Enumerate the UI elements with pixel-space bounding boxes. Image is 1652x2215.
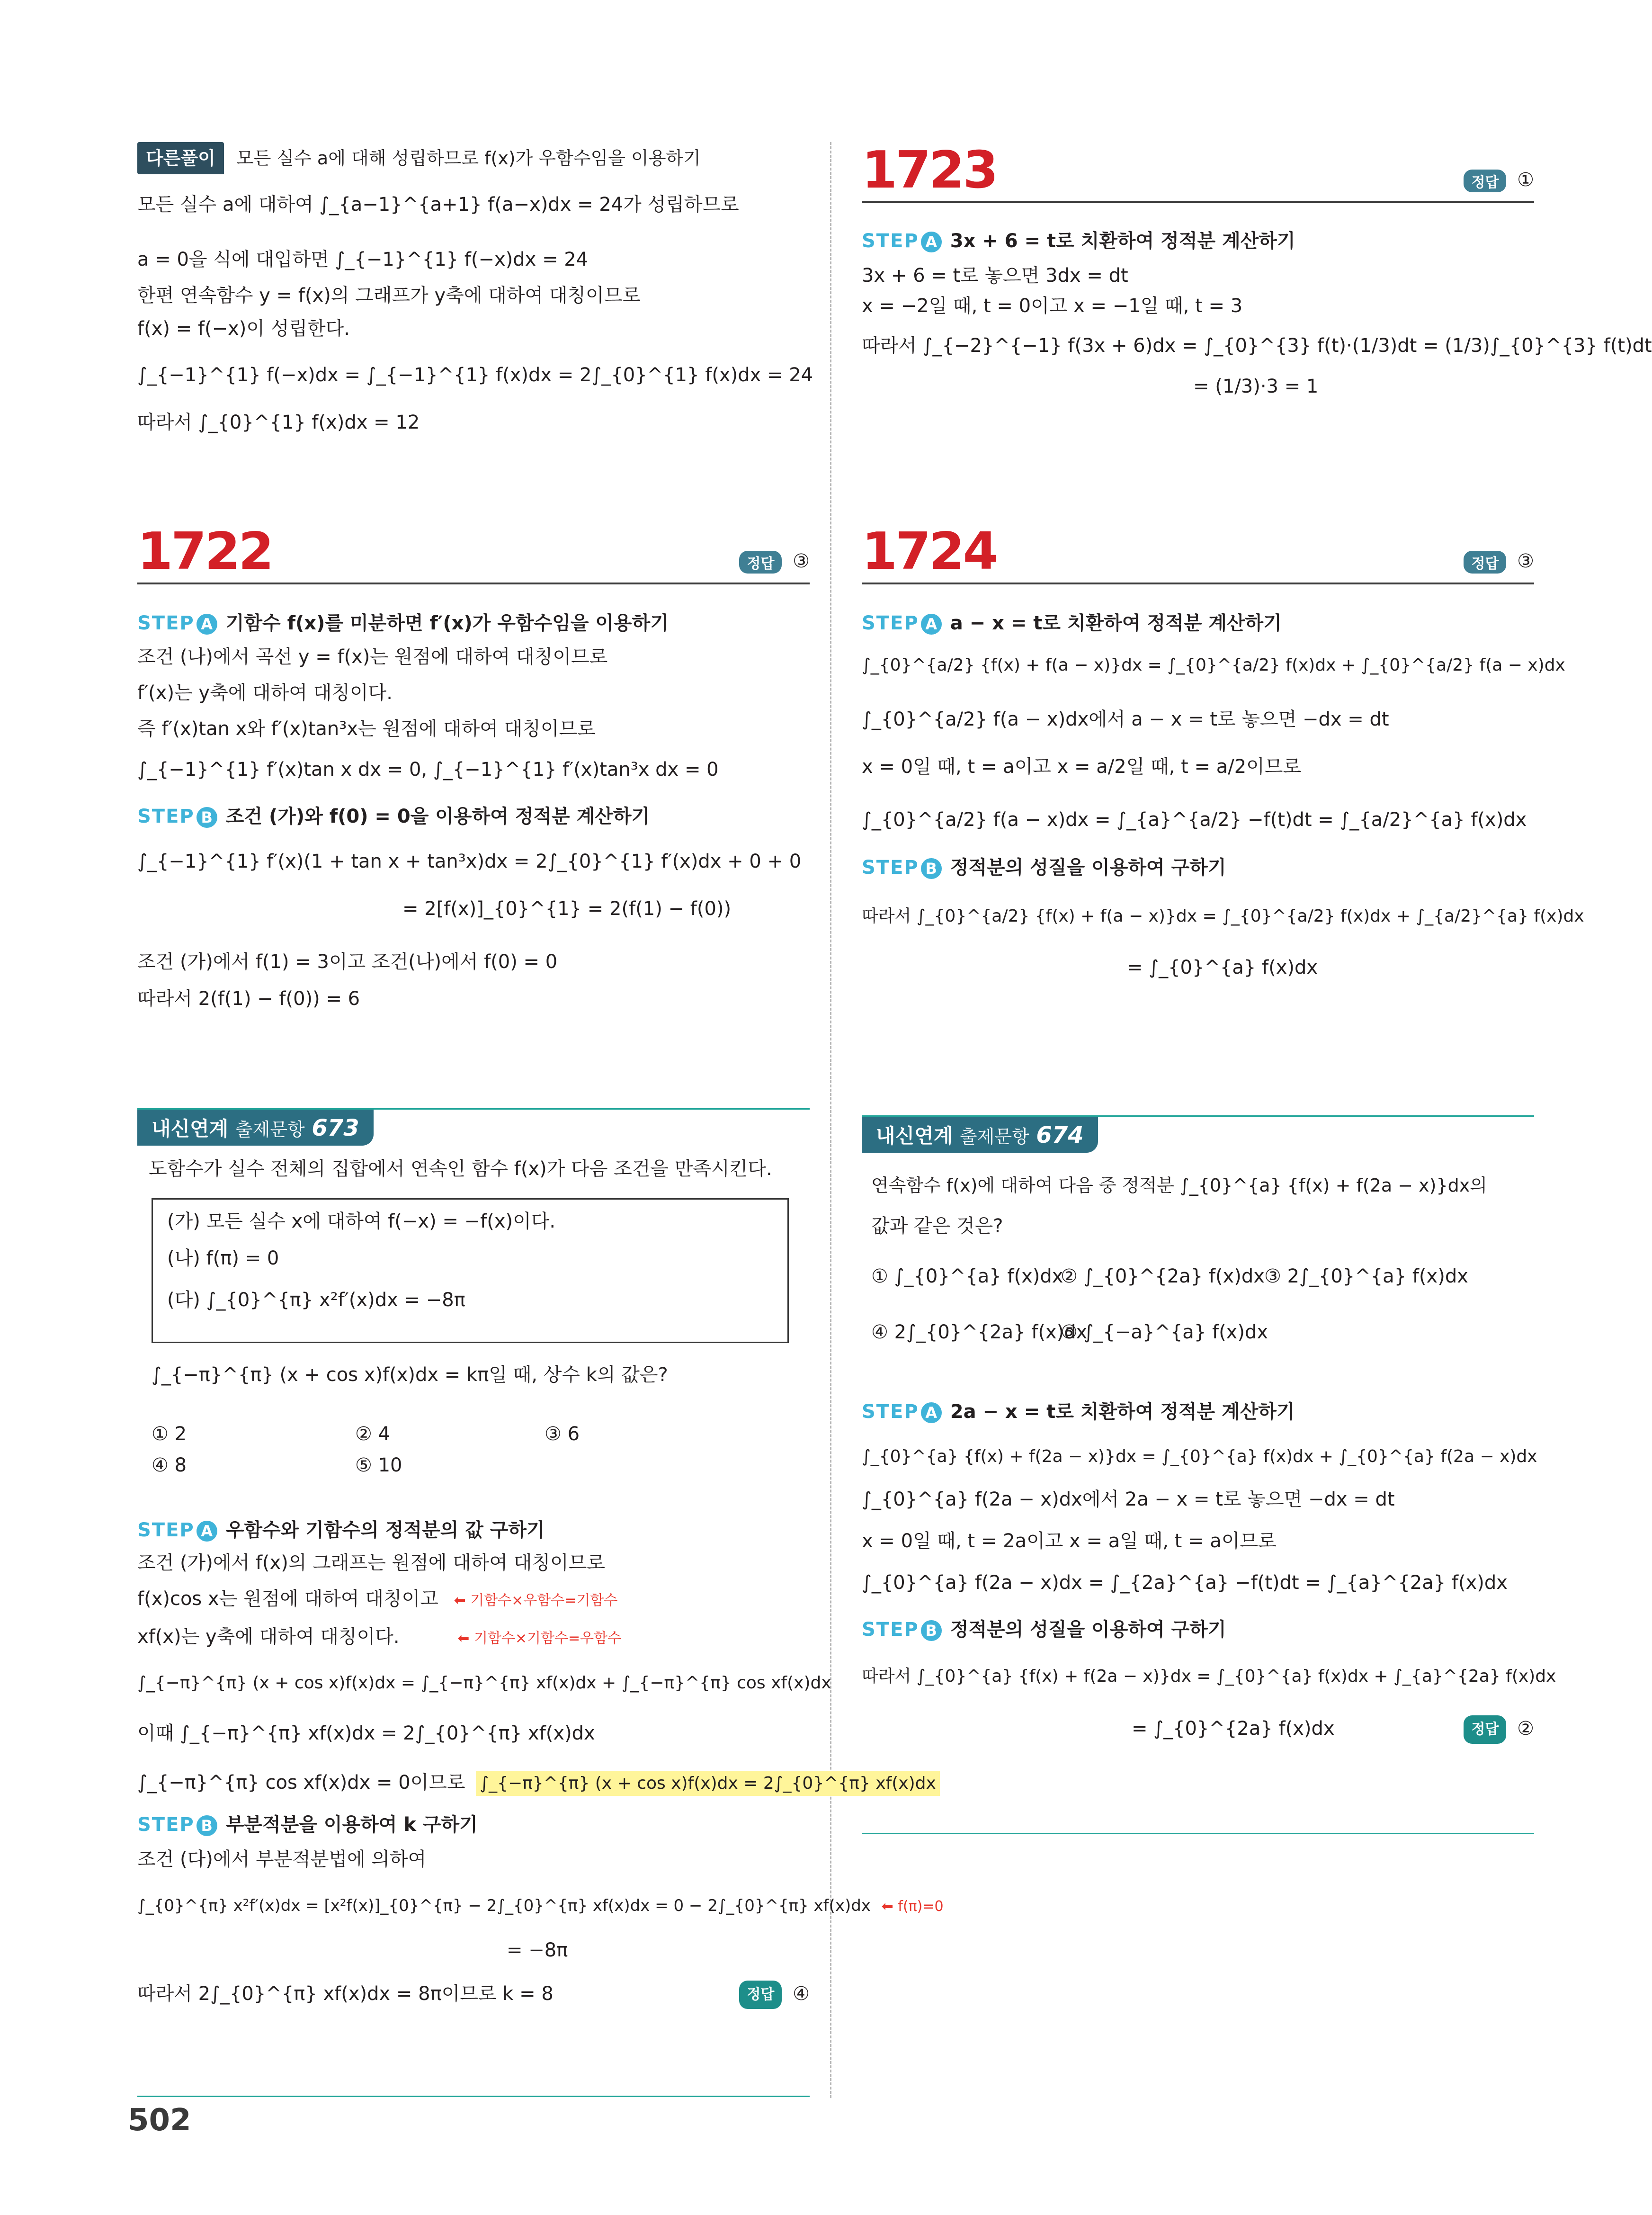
line: 3x + 6 = t로 놓으면 3dx = dt	[862, 265, 1128, 287]
step-letter-icon: B	[196, 1815, 217, 1836]
note: ⬅ 기함수×기함수=우함수	[457, 1630, 622, 1647]
step-letter-icon: A	[196, 614, 217, 635]
question-text: 도함수가 실수 전체의 집합에서 연속인 함수 f(x)가 다음 조건을 만족시킨다.	[149, 1158, 772, 1180]
answer-tag: 정답	[1464, 551, 1506, 574]
section-end-line	[862, 1833, 1534, 1834]
answer-tag: 정답	[1464, 1715, 1506, 1744]
step-a	[862, 226, 1534, 256]
line: f′(x)는 y축에 대하여 대칭이다.	[137, 682, 393, 704]
line: ∫_{−1}^{1} f′(x)tan x dx = 0, ∫_{−1}^{1} f′(x)tan³x dx = 0	[137, 759, 719, 780]
link-674-tag	[862, 1117, 1098, 1153]
link-674-bar	[862, 1115, 1534, 1157]
choice: ⑤ 10	[355, 1454, 402, 1476]
step-a	[862, 609, 1534, 638]
problem-number: 1723	[862, 141, 997, 200]
answer-tag: 정답	[739, 551, 782, 574]
link-tag-text: 내신연계	[876, 1124, 953, 1148]
link-tag-number: 673	[312, 1115, 359, 1141]
line: xf(x)는 y축에 대하여 대칭이다.	[137, 1626, 400, 1648]
link-673-solution	[137, 1516, 944, 2007]
choice: ② ∫_{0}^{2a} f(x)dx	[1061, 1265, 1265, 1287]
line: 따라서 2(f(1) − f(0)) = 6	[137, 988, 360, 1010]
step-title: 우함수와 기함수의 정적분의 값 구하기	[225, 1519, 545, 1541]
choice: ① 2	[152, 1423, 187, 1445]
step-word: STEP	[862, 612, 919, 634]
line: 따라서 2∫_{0}^{π} xf(x)dx = 8π이므로 k = 8	[137, 1983, 554, 2005]
line: = ∫_{0}^{a} f(x)dx	[1127, 957, 1318, 978]
condition: (다) ∫_{0}^{π} x²f′(x)dx = −8π	[167, 1289, 465, 1311]
question-text: 연속함수 f(x)에 대하여 다음 중 정적분 ∫_{0}^{a} {f(x) + f(2a − x)}dx의	[871, 1175, 1487, 1196]
alt-line-3: 한편 연속함수 y = f(x)의 그래프가 y축에 대하여 대칭이므로	[137, 285, 641, 306]
step-word: STEP	[862, 1401, 919, 1423]
line: = ∫_{0}^{2a} f(x)dx	[1132, 1718, 1335, 1740]
step-letter-icon: A	[921, 1402, 942, 1423]
choice: ④ 8	[152, 1454, 187, 1476]
answer-tag: 정답	[739, 1981, 782, 2009]
line: ∫_{0}^{a/2} f(a − x)dx에서 a − x = t로 놓으면 −dx = dt	[862, 708, 1389, 730]
step-word: STEP	[862, 230, 919, 252]
problem-number: 1724	[862, 522, 997, 581]
answer-value: ④	[793, 1983, 810, 2005]
choice: ③ 6	[545, 1423, 580, 1445]
line: 조건 (나)에서 곡선 y = f(x)는 원점에 대하여 대칭이므로	[137, 646, 608, 668]
problem-1722-body	[137, 609, 810, 1012]
alt-solution-title: 모든 실수 a에 대해 성립하므로 f(x)가 우함수임을 이용하기	[236, 148, 701, 169]
question-text: 값과 같은 것은?	[871, 1215, 1003, 1237]
answer	[739, 1981, 810, 2009]
step-title: 정적분의 성질을 이용하여 구하기	[950, 1619, 1226, 1641]
answer-value: ③	[793, 550, 810, 572]
problem-1724-body	[862, 609, 1584, 981]
step-title: 3x + 6 = t로 치환하여 정적분 계산하기	[950, 230, 1295, 252]
line: 조건 (가)에서 f(1) = 3이고 조건(나)에서 f(0) = 0	[137, 951, 558, 973]
answer	[739, 550, 810, 574]
line: = 2[f(x)]_{0}^{1} = 2(f(1) − f(0))	[402, 898, 732, 920]
line: ∫_{0}^{a/2} {f(x) + f(a − x)}dx = ∫_{0}^{a/2} f(x)dx + ∫_{0}^{a/2} f(a − x)dx	[862, 655, 1565, 675]
choice: ③ 2∫_{0}^{a} f(x)dx	[1264, 1265, 1468, 1287]
step-b	[137, 1810, 810, 1839]
condition: (나) f(π) = 0	[167, 1247, 279, 1269]
step-b	[862, 1615, 1534, 1644]
line: f(x)cos x는 원점에 대하여 대칭이고	[137, 1588, 438, 1610]
line: = −8π	[507, 1939, 568, 1961]
step-word: STEP	[137, 1814, 195, 1836]
line: x = 0일 때, t = a이고 x = a/2일 때, t = a/2이므로	[862, 756, 1302, 778]
link-tag-text: 내신연계	[152, 1117, 229, 1140]
alt-line-1: 모든 실수 a에 대하여 ∫_{a−1}^{a+1} f(a−x)dx = 24가 성립하므로	[137, 194, 739, 215]
line: ∫_{−π}^{π} cos xf(x)dx = 0이므로	[137, 1772, 465, 1794]
line: ∫_{−π}^{π} (x + cos x)f(x)dx = ∫_{−π}^{π} xf(x)dx + ∫_{−π}^{π} cos xf(x)dx	[137, 1673, 831, 1693]
line: ∫_{0}^{a} f(2a − x)dx에서 2a − x = t로 놓으면 −dx = dt	[862, 1489, 1395, 1510]
step-letter-icon: B	[921, 1620, 942, 1641]
step-title: 정적분의 성질을 이용하여 구하기	[950, 857, 1226, 879]
alt-solution-tag: 다른풀이	[137, 142, 224, 174]
line: ∫_{0}^{a} f(2a − x)dx = ∫_{2a}^{a} −f(t)dt = ∫_{a}^{2a} f(x)dx	[862, 1572, 1508, 1594]
step-letter-icon: A	[921, 614, 942, 635]
link-tag-sub: 출제문항	[235, 1119, 305, 1140]
line: x = 0일 때, t = 2a이고 x = a일 때, t = a이므로	[862, 1530, 1277, 1552]
line: 이때 ∫_{−π}^{π} xf(x)dx = 2∫_{0}^{π} xf(x)dx	[137, 1722, 595, 1744]
step-word: STEP	[137, 806, 195, 827]
answer-value: ③	[1517, 550, 1534, 572]
choice: ① ∫_{0}^{a} f(x)dx	[871, 1265, 1063, 1287]
question-ask	[152, 1362, 824, 1388]
answer	[1464, 169, 1534, 192]
link-673-question	[137, 1156, 810, 1182]
step-letter-icon: B	[196, 807, 217, 828]
alt-line-4: f(x) = f(−x)이 성립한다.	[137, 318, 350, 340]
link-tag-number: 674	[1036, 1122, 1084, 1148]
line: x = −2일 때, t = 0이고 x = −1일 때, t = 3	[862, 295, 1243, 317]
line: 따라서 ∫_{0}^{a/2} {f(x) + f(a − x)}dx = ∫_{0}^{a/2} f(x)dx + ∫_{a/2}^{a} f(x)dx	[862, 906, 1584, 926]
answer-value: ②	[1517, 1718, 1534, 1740]
column-divider	[830, 142, 831, 2098]
answer	[1464, 1715, 1534, 1744]
link-674-question	[871, 1172, 1544, 1239]
alt-line-5: ∫_{−1}^{1} f(−x)dx = ∫_{−1}^{1} f(x)dx = 2∫_{0}^{1} f(x)dx = 24	[137, 364, 813, 386]
note: ⬅ f(π)=0	[881, 1898, 944, 1915]
line: 조건 (다)에서 부분적분법에 의하여	[137, 1848, 427, 1870]
step-letter-icon: B	[921, 858, 942, 879]
highlight: ∫_{−π}^{π} (x + cos x)f(x)dx = 2∫_{0}^{π} xf(x)dx	[476, 1771, 940, 1796]
line: ∫_{0}^{a} {f(x) + f(2a − x)}dx = ∫_{0}^{a} f(x)dx + ∫_{0}^{a} f(2a − x)dx	[862, 1447, 1537, 1466]
line: 즉 f′(x)tan x와 f′(x)tan³x는 원점에 대하여 대칭이므로	[137, 718, 596, 740]
step-word: STEP	[862, 857, 919, 879]
section-end-line	[137, 2096, 810, 2097]
alt-solution	[137, 142, 813, 436]
line: = (1/3)·3 = 1	[1193, 376, 1319, 397]
line: ∫_{0}^{π} x²f′(x)dx = [x²f(x)]_{0}^{π} − 2∫_{0}^{π} xf(x)dx = 0 − 2∫_{0}^{π} xf(x)dx	[137, 1896, 871, 1915]
link-tag-sub: 출제문항	[959, 1126, 1029, 1147]
problem-1724-header	[862, 522, 1534, 584]
note: ⬅ 기함수×우함수=기함수	[454, 1592, 618, 1609]
step-letter-icon: A	[921, 232, 942, 252]
condition: (가) 모든 실수 x에 대하여 f(−x) = −f(x)이다.	[167, 1211, 556, 1232]
choice: ⑤ ∫_{−a}^{a} f(x)dx	[1061, 1321, 1268, 1343]
line: ∫_{0}^{a/2} f(a − x)dx = ∫_{a}^{a/2} −f(t)dt = ∫_{a/2}^{a} f(x)dx	[862, 809, 1527, 831]
problem-1722-header	[137, 522, 810, 584]
step-b	[862, 853, 1534, 882]
step-a	[862, 1397, 1534, 1426]
page-number: 502	[128, 2103, 191, 2138]
step-letter-icon: A	[196, 1521, 217, 1542]
link-673-bar	[137, 1108, 810, 1150]
step-word: STEP	[137, 612, 195, 634]
step-title: 부분적분을 이용하여 k 구하기	[225, 1814, 478, 1836]
choice: ② 4	[355, 1423, 391, 1445]
answer	[1464, 550, 1534, 574]
alt-line-6: 따라서 ∫_{0}^{1} f(x)dx = 12	[137, 412, 420, 433]
ask-text: ∫_{−π}^{π} (x + cos x)f(x)dx = kπ일 때, 상수 k의 값은?	[152, 1364, 668, 1386]
answer-tag: 정답	[1464, 170, 1506, 192]
step-word: STEP	[137, 1519, 195, 1541]
step-title: a − x = t로 치환하여 정적분 계산하기	[950, 612, 1282, 634]
step-title: 조건 (가)와 f(0) = 0을 이용하여 정적분 계산하기	[225, 806, 650, 827]
line: 따라서 ∫_{0}^{a} {f(x) + f(2a − x)}dx = ∫_{0}^{a} f(x)dx + ∫_{a}^{2a} f(x)dx	[862, 1667, 1556, 1686]
problem-1723-header	[862, 141, 1534, 203]
step-word: STEP	[862, 1619, 919, 1641]
answer-value: ①	[1517, 169, 1534, 191]
line: 조건 (가)에서 f(x)의 그래프는 원점에 대하여 대칭이므로	[137, 1552, 605, 1574]
link-673-tag	[137, 1110, 374, 1146]
step-title: 2a − x = t로 치환하여 정적분 계산하기	[950, 1401, 1295, 1423]
line: ∫_{−1}^{1} f′(x)(1 + tan x + tan³x)dx = 2∫_{0}^{1} f′(x)dx + 0 + 0	[137, 851, 802, 872]
step-a	[137, 609, 810, 638]
problem-1723-body	[862, 226, 1652, 400]
choice: ④ 2∫_{0}^{2a} f(x)dx	[871, 1321, 1088, 1343]
step-a	[137, 1516, 810, 1545]
problem-number: 1722	[137, 522, 272, 581]
conditions-box	[152, 1198, 789, 1343]
alt-line-2: a = 0을 식에 대입하면 ∫_{−1}^{1} f(−x)dx = 24	[137, 249, 589, 270]
step-title: 기함수 f(x)를 미분하면 f′(x)가 우함수임을 이용하기	[225, 612, 669, 634]
step-b	[137, 802, 810, 831]
line: 따라서 ∫_{−2}^{−1} f(3x + 6)dx = ∫_{0}^{3} f(t)·(1/3)dt = (1/3)∫_{0}^{3} f(t)dt	[862, 335, 1652, 357]
link-674-solution	[862, 1397, 1556, 1742]
